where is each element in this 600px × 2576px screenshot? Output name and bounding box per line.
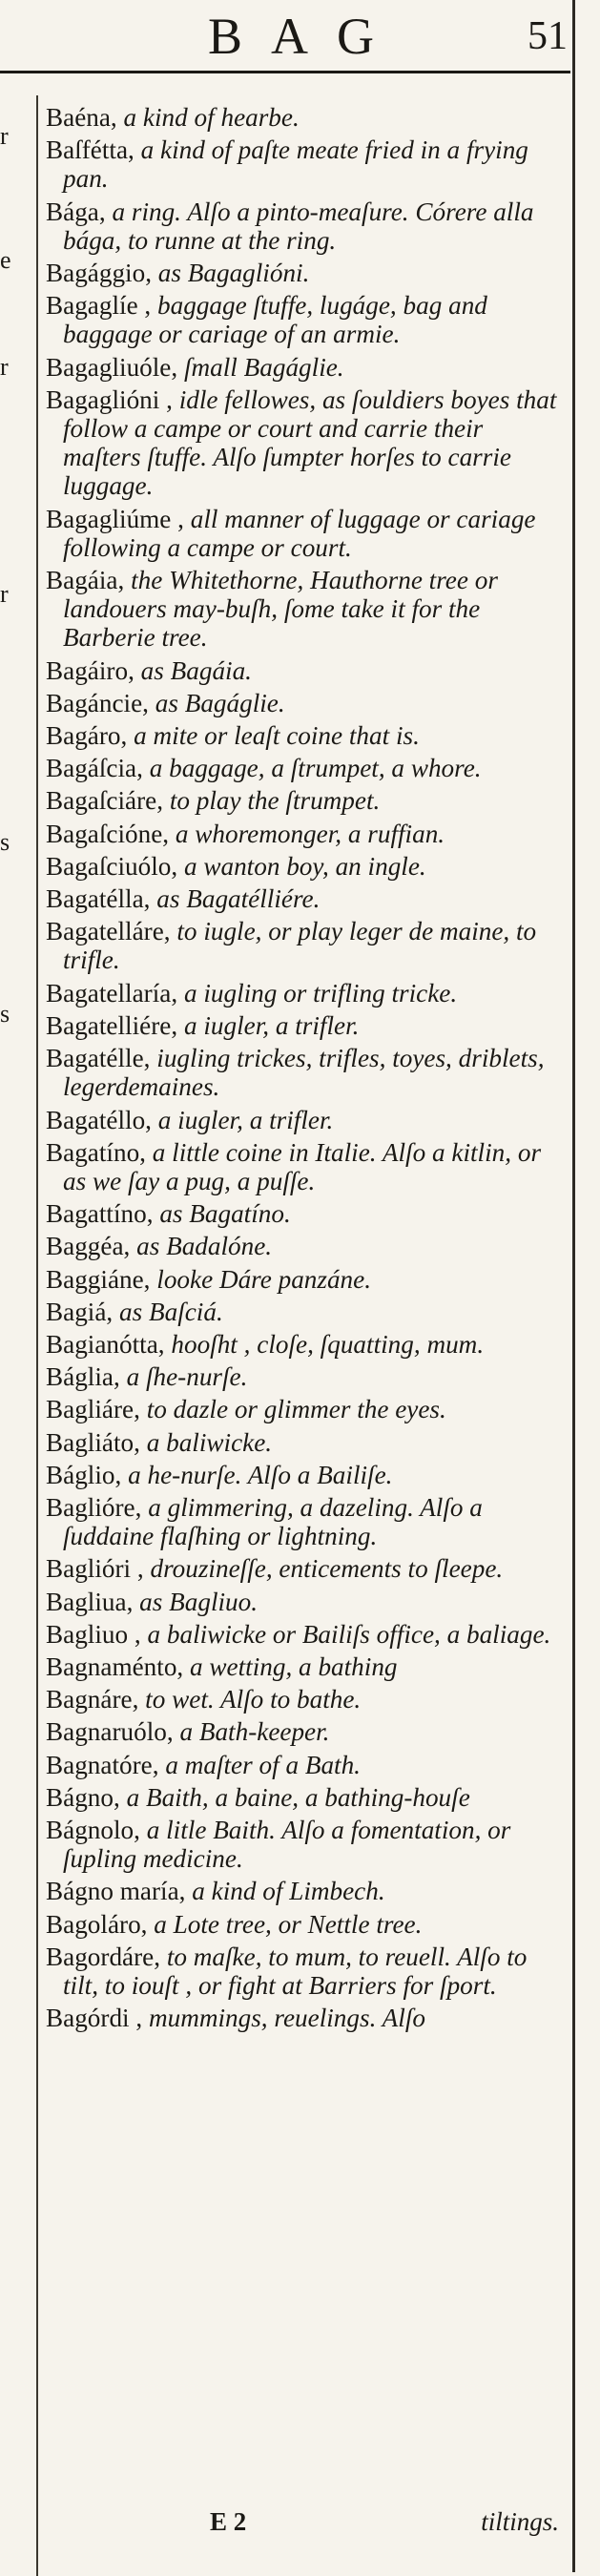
definition: a he-nurſe. Alſo a Bailiſe. (121, 1460, 393, 1489)
definition: all manner of luggage or cariage following a campe or court. (63, 504, 536, 562)
headword: Bága, (46, 197, 106, 226)
definition: a baliwicke or Bailiſs office, a baliage. (140, 1619, 551, 1649)
dictionary-entry (46, 1330, 561, 1359)
headword: Bagáſcia, (46, 754, 143, 783)
page-title: BAG (207, 8, 403, 65)
dictionary-entry (46, 1620, 561, 1649)
dictionary-entry (46, 1011, 561, 1040)
headword: Bagattíno, (46, 1199, 154, 1229)
dictionary-entry (46, 1942, 561, 2000)
dictionary-entry (46, 656, 561, 685)
dictionary-entry (46, 1362, 561, 1391)
definition: a iugler, a trifler. (177, 1010, 360, 1040)
headword: Bagagliuóle, (46, 352, 178, 382)
dictionary-entry (46, 135, 561, 193)
headword: Bagáro, (46, 721, 128, 751)
headword: Bagnaruólo, (46, 1717, 174, 1747)
definition: mummings, reuelings. Alſo (142, 2004, 425, 2033)
dictionary-entry (46, 1232, 561, 1260)
dictionary-entry (46, 353, 561, 382)
definition: ſmall Bagáglie. (177, 352, 344, 382)
headword: Bagággio, (46, 259, 152, 288)
page-number: 51 (528, 14, 568, 58)
headword: Bagnaménto, (46, 1652, 184, 1681)
definition: a Bath-keeper. (173, 1717, 330, 1747)
definition: looke Dáre panzáne. (150, 1264, 372, 1294)
definition: a baggage, a ſtrumpet, a whore. (142, 754, 482, 783)
dictionary-entry (46, 852, 561, 881)
headword: Bagatelláre, (46, 917, 171, 946)
dictionary-entry (46, 689, 561, 717)
definition: a mite or leaſt coine that is. (127, 721, 420, 751)
dictionary-entry (46, 1199, 561, 1228)
gutter-fragment: s (0, 828, 10, 856)
dictionary-entry (46, 505, 561, 562)
definition: to wet. Alſo to bathe. (138, 1685, 362, 1714)
definition: as Badalóne. (130, 1232, 273, 1261)
definition: to play the ſtrumpet. (163, 786, 381, 816)
headword: Bagatéllo, (46, 1105, 152, 1134)
dictionary-entry (46, 1751, 561, 1779)
dictionary-entry (46, 979, 561, 1008)
dictionary-entry (46, 566, 561, 653)
headword: Bagliáre, (46, 1395, 140, 1424)
headword: Bagiá, (46, 1297, 114, 1326)
signature-mark: E 2 (210, 2507, 247, 2536)
headword: Bagaſcióne, (46, 819, 170, 848)
dictionary-entry (46, 1461, 561, 1489)
dictionary-entry (46, 197, 561, 255)
headword: Baéna, (46, 103, 117, 132)
headword: Bagaglióni , (46, 384, 173, 414)
dictionary-entry (46, 103, 561, 132)
dictionary-entry (46, 291, 561, 348)
headword: Bagoláro, (46, 1909, 148, 1939)
headword: Bagaglíe , (46, 291, 152, 321)
dictionary-entry (46, 721, 561, 750)
headword: Baggiáne, (46, 1264, 151, 1294)
dictionary-entry (46, 1395, 561, 1423)
headword: Baglióri , (46, 1554, 144, 1584)
dictionary-entry (46, 1298, 561, 1326)
page-footer (0, 2500, 570, 2557)
definition: as Bagáia. (134, 655, 252, 685)
dictionary-entry (46, 1717, 561, 1746)
definition: drouzineſſe, enticements to ſleepe. (143, 1554, 504, 1584)
definition: idle fellowes, as ſouldiers boyes that follow a campe or court and carrie their maſters ſtuffe. Alſo ſumpter horſes to carrie luggage. (63, 384, 557, 501)
gutter-fragment: s (0, 1000, 10, 1028)
running-head (0, 4, 600, 71)
headword: Bagnáre, (46, 1685, 139, 1714)
dictionary-entry (46, 1652, 561, 1681)
dictionary-entry (46, 884, 561, 913)
headword: Báglio, (46, 1460, 122, 1489)
headword: Bagórdi , (46, 2004, 143, 2033)
headword: Bágno, (46, 1782, 120, 1812)
definition: as Bagatélliére. (150, 884, 321, 914)
headword: Bagagliúme , (46, 504, 184, 533)
dictionary-entry (46, 754, 561, 782)
definition: a maſter of a Bath. (158, 1750, 361, 1779)
headword: Bagáiro, (46, 655, 134, 685)
dictionary-entry (46, 1044, 561, 1101)
headword: Bagáia, (46, 566, 125, 595)
dictionary-entry (46, 1588, 561, 1616)
definition: a kind of paſte meate fried in a frying pan. (63, 135, 528, 194)
headword: Bágnolo, (46, 1815, 140, 1844)
headword: Bagnatóre, (46, 1750, 159, 1779)
headword: Bagatélla, (46, 884, 151, 914)
gutter-fragment: r (0, 353, 9, 381)
headword: Bágno maría, (46, 1877, 186, 1906)
definition: as Bagáglie. (148, 688, 285, 717)
definition: a wetting, a bathing (183, 1652, 398, 1681)
definition: a iugling or trifling tricke. (177, 978, 458, 1008)
definition: as Bagaglióni. (152, 259, 310, 288)
definition: a whoremonger, a ruffian. (169, 819, 445, 848)
dictionary-entry (46, 259, 561, 287)
dictionary-entry (46, 1816, 561, 1873)
column-rule (36, 95, 38, 2576)
headword: Bagliuo , (46, 1619, 141, 1649)
headword: Baſfétta, (46, 135, 134, 165)
headword: Bagatélle, (46, 1044, 151, 1073)
dictionary-entry (46, 1554, 561, 1583)
headword: Bagliua, (46, 1587, 134, 1616)
definition: to maſke, to mum, to reuell. Alſo to tilt, to iouſt , or fight at Barriers for ſport. (63, 1942, 528, 2000)
definition: as Baſciá. (113, 1297, 223, 1326)
dictionary-entry (46, 820, 561, 848)
dictionary-entry (46, 1265, 561, 1294)
headword: Bagordáre, (46, 1942, 161, 1971)
headword: Bagaſciáre, (46, 786, 164, 816)
definition: a baliwicke. (139, 1427, 273, 1457)
headword: Bagatíno, (46, 1137, 146, 1167)
header-rule (0, 71, 570, 73)
definition: a kind of Limbech. (185, 1877, 385, 1906)
gutter-fragment: e (0, 246, 11, 274)
headword: Bagáncie, (46, 688, 149, 717)
definition: a Lote tree, or Nettle tree. (147, 1909, 423, 1939)
headword: Baglióre, (46, 1492, 142, 1522)
dictionary-entry (46, 385, 561, 501)
entry-list (46, 103, 561, 2036)
dictionary-entry (46, 1493, 561, 1550)
gutter-fragment: r (0, 580, 9, 608)
definition: iugling trickes, trifles, toyes, driblets, legerdemaines. (63, 1044, 545, 1102)
definition: a little coine in Italie. Alſo a kitlin, or as we ſay a pug, a puſſe. (63, 1137, 542, 1195)
definition: a ſhe-nurſe. (119, 1362, 248, 1392)
definition: a litle Baith. Alſo a fomentation, or ſupling medicine. (63, 1815, 511, 1874)
dictionary-entry (46, 1783, 561, 1812)
definition: a wanton boy, an ingle. (177, 851, 426, 881)
definition: as Bagatíno. (153, 1199, 291, 1229)
headword: Báglia, (46, 1362, 120, 1392)
definition: to dazle or glimmer the eyes. (139, 1395, 446, 1424)
definition: a kind of hearbe. (116, 103, 300, 132)
definition: hooſht , cloſe, ſquatting, mum. (164, 1329, 485, 1359)
headword: Bagliáto, (46, 1427, 140, 1457)
definition: the Whitethorne, Hauthorne tree or landouers may-buſh, ſome take it for the Barberie tree. (63, 566, 498, 653)
gutter-fragment: r (0, 122, 9, 150)
dictionary-entry (46, 2004, 561, 2032)
definition: baggage ſtuffe, lugáge, bag and baggage or cariage of an armie. (63, 291, 487, 349)
definition: a Baith, a baine, a bathing-houſe (119, 1782, 470, 1812)
dictionary-entry (46, 917, 561, 974)
catchword: tiltings. (481, 2507, 559, 2536)
definition: a glimmering, a dazeling. Alſo a ſuddaine flaſhing or lightning. (63, 1492, 483, 1551)
dictionary-entry (46, 1685, 561, 1714)
dictionary-entry (46, 1910, 561, 1939)
dictionary-entry (46, 1138, 561, 1195)
definition: a iugler, a trifler. (151, 1105, 334, 1134)
headword: Baggéa, (46, 1232, 131, 1261)
page-edge (572, 0, 575, 2572)
dictionary-entry (46, 1106, 561, 1134)
headword: Bagaſciuólo, (46, 851, 178, 881)
headword: Bagatelliére, (46, 1010, 178, 1040)
dictionary-entry (46, 786, 561, 815)
definition: as Bagliuo. (133, 1587, 259, 1616)
headword: Bagatellaría, (46, 978, 178, 1008)
dictionary-entry (46, 1428, 561, 1457)
dictionary-entry (46, 1877, 561, 1905)
definition: to iugle, or play leger de maine, to trifle. (63, 917, 537, 975)
headword: Bagianótta, (46, 1329, 165, 1359)
definition: a ring. Alſo a pinto-meaſure. Córere alla bága, to runne at the ring. (63, 197, 534, 255)
